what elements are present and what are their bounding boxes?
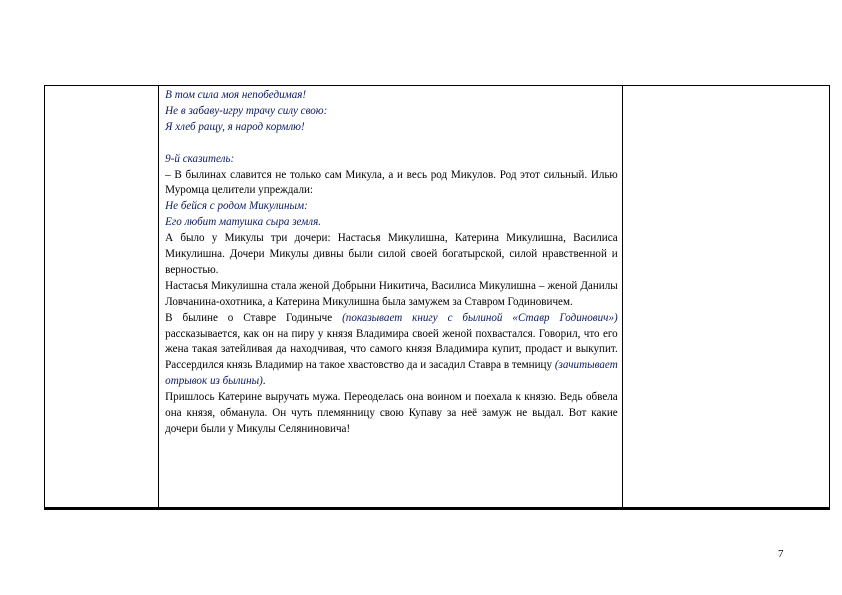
- content-text: [159, 86, 622, 438]
- right-cell: [622, 86, 829, 510]
- table-bottom-border: [44, 507, 830, 509]
- quote-line: Не бейся с родом Микулиным:: [165, 200, 308, 213]
- content-cell: [159, 86, 623, 510]
- verse-line: Не в забаву-игру трачу силу свою:: [165, 104, 328, 117]
- stage-direction: (зачитывает отрывок из былины): [165, 359, 618, 388]
- lesson-table: [44, 85, 830, 510]
- page-number: 7: [778, 548, 784, 560]
- left-cell: [45, 86, 159, 510]
- paragraph-text: В былине о Ставре Годиныче: [165, 311, 343, 324]
- table-row: [45, 86, 830, 510]
- stage-direction: (показывает книгу с былиной «Ставр Годинович»): [342, 311, 618, 324]
- paragraph-text: .: [262, 375, 266, 388]
- quote-line: Его любит матушка сыра земля.: [165, 216, 322, 229]
- narrator-label: 9-й сказитель:: [165, 152, 235, 165]
- paragraph-text: рассказывается, как он на пиру у князя Владимира своей женой похвастался. Говорил, что его жена такая затейливая да находчивая, что самого князя Владимира купит, продаст и выкупит. Рассердился князь Владимир на такое хвастовство да и засадил Ставра в темницу: [165, 327, 618, 372]
- verse-line: В том сила моя непобедимая!: [165, 89, 307, 101]
- paragraph: А было у Микулы три дочери: Настасья Микулишна, Катерина Микулишна, Василиса Микулишна. Дочери Микулы дивны были силой своей богатырской, силой нравственной и верностью.: [165, 232, 618, 276]
- paragraph: Пришлось Катерине выручать мужа. Переоделась она воином и поехала к князю. Ведь обвела она князя, обманула. Он чуть племянницу свою Купаву за неё замуж не выдал. Вот какие дочери были у Микулы Селяниновича!: [165, 391, 618, 436]
- spacer: [165, 136, 618, 152]
- verse-line: Я хлеб ращу, я народ кормлю!: [165, 120, 305, 133]
- paragraph: – В былинах славится не только сам Микула, а и весь род Микулов. Род этот сильный. Илью Муромца целители упреждали:: [165, 168, 618, 197]
- paragraph: [165, 311, 618, 391]
- paragraph: Настасья Микулишна стала женой Добрыни Никитича, Василиса Микулишна – женой Данилы Ловчанина-охотника, а Катерина Микулишна была замужем за Ставром Годиновичем.: [165, 279, 618, 308]
